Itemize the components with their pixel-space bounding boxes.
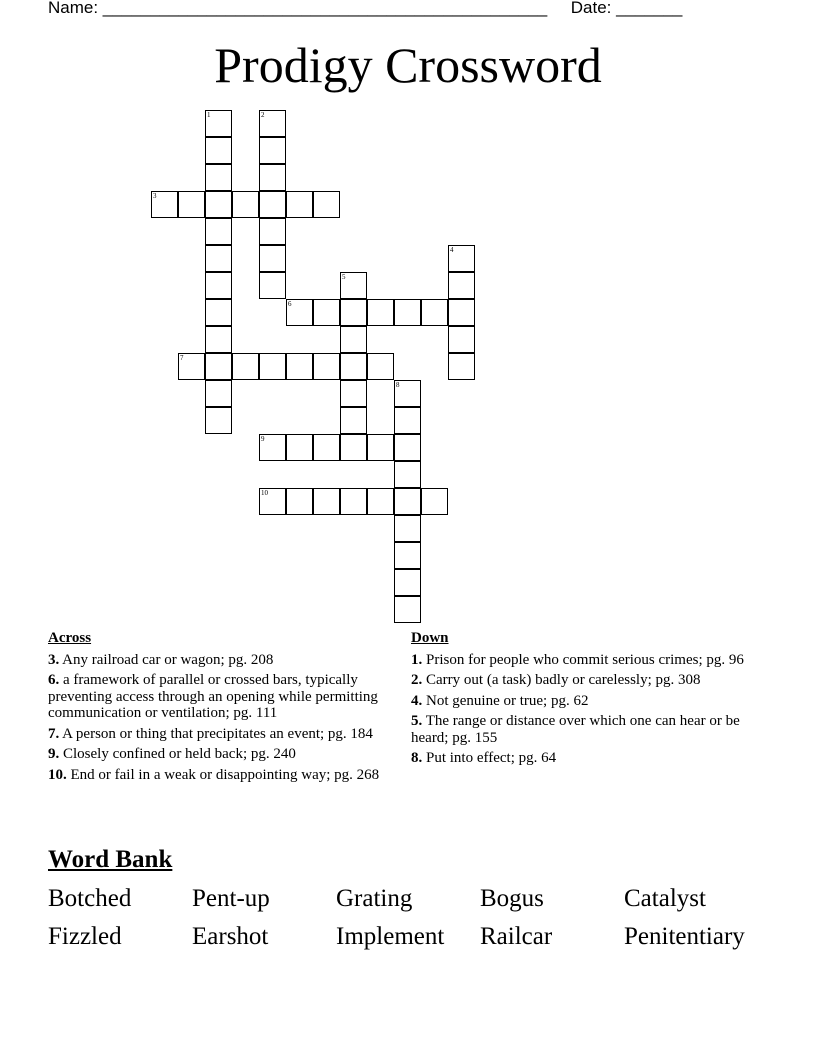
grid-cell[interactable] xyxy=(340,488,367,515)
grid-cell[interactable] xyxy=(367,434,394,461)
grid-cell[interactable] xyxy=(151,191,178,218)
grid-cell[interactable] xyxy=(394,488,421,515)
clue-across-6 xyxy=(48,672,400,722)
grid-cell[interactable] xyxy=(259,488,286,515)
grid-cell[interactable] xyxy=(259,164,286,191)
word-bank-word: Penitentiary xyxy=(624,923,745,950)
grid-cell[interactable] xyxy=(448,353,475,380)
grid-cell[interactable] xyxy=(367,299,394,326)
grid-cell[interactable] xyxy=(448,299,475,326)
grid-cell[interactable] xyxy=(259,137,286,164)
grid-cell[interactable] xyxy=(313,299,340,326)
grid-cell[interactable] xyxy=(286,191,313,218)
clue-text: End or fail in a weak or disappointing way; pg. 268 xyxy=(66,766,380,783)
grid-cell[interactable] xyxy=(340,407,367,434)
grid-cell[interactable] xyxy=(340,380,367,407)
down-clues xyxy=(411,630,756,771)
grid-cell[interactable] xyxy=(394,434,421,461)
word-bank-word: Implement xyxy=(336,923,445,950)
cell-number: 3 xyxy=(153,192,157,200)
word-bank-word: Fizzled xyxy=(48,923,122,950)
grid-cell[interactable] xyxy=(205,326,232,353)
clue-text: Closely confined or held back; pg. 240 xyxy=(59,746,296,762)
grid-cell[interactable] xyxy=(394,515,421,542)
grid-cell[interactable] xyxy=(286,488,313,515)
clue-text: Not genuine or true; pg. 62 xyxy=(422,692,589,709)
grid-cell[interactable] xyxy=(313,353,340,380)
clue-number: 5. xyxy=(411,713,423,729)
page-title: Prodigy Crossword xyxy=(214,37,602,93)
grid-cell[interactable] xyxy=(340,272,367,299)
grid-cell[interactable] xyxy=(286,434,313,461)
grid-cell[interactable] xyxy=(340,353,367,380)
grid-cell[interactable] xyxy=(340,326,367,353)
clue-down-2 xyxy=(411,672,756,689)
clue-across-10 xyxy=(48,767,400,784)
grid-cell[interactable] xyxy=(448,272,475,299)
clue-down-4 xyxy=(411,693,756,710)
clue-number: 2. xyxy=(411,672,423,688)
cell-number: 10 xyxy=(261,489,268,497)
grid-cell[interactable] xyxy=(394,461,421,488)
cell-number: 5 xyxy=(342,273,346,281)
grid-cell[interactable] xyxy=(313,488,340,515)
clue-across-7 xyxy=(48,726,400,743)
grid-cell[interactable] xyxy=(259,353,286,380)
grid-cell[interactable] xyxy=(313,434,340,461)
grid-cell[interactable] xyxy=(367,488,394,515)
grid-cell[interactable] xyxy=(205,380,232,407)
clue-text: Any railroad car or wagon; pg. 208 xyxy=(59,651,274,668)
grid-cell[interactable] xyxy=(205,299,232,326)
clue-text: Put into effect; pg. 64 xyxy=(422,750,557,766)
word-bank-word: Grating xyxy=(336,885,413,912)
grid-cell[interactable] xyxy=(259,218,286,245)
clue-down-5 xyxy=(411,713,756,746)
grid-cell[interactable] xyxy=(205,353,232,380)
grid-cell[interactable] xyxy=(205,218,232,245)
clue-number: 7. xyxy=(48,725,60,742)
grid-cell[interactable] xyxy=(448,326,475,353)
clue-down-8 xyxy=(411,750,756,767)
grid-cell[interactable] xyxy=(178,191,205,218)
clue-across-3 xyxy=(48,652,400,669)
grid-cell[interactable] xyxy=(313,191,340,218)
grid-cell[interactable] xyxy=(394,596,421,623)
grid-cell[interactable] xyxy=(259,434,286,461)
cell-number: 4 xyxy=(450,246,454,254)
grid-cell[interactable] xyxy=(205,272,232,299)
grid-cell[interactable] xyxy=(259,245,286,272)
grid-cell[interactable] xyxy=(205,245,232,272)
grid-cell[interactable] xyxy=(259,191,286,218)
across-clues xyxy=(48,630,400,787)
grid-cell[interactable] xyxy=(205,164,232,191)
grid-cell[interactable] xyxy=(394,542,421,569)
clue-number: 9. xyxy=(48,746,60,762)
grid-cell[interactable] xyxy=(205,407,232,434)
clue-down-1 xyxy=(411,652,756,669)
grid-cell[interactable] xyxy=(286,353,313,380)
grid-cell[interactable] xyxy=(448,245,475,272)
grid-cell[interactable] xyxy=(205,137,232,164)
clue-number: 6. xyxy=(48,672,60,688)
grid-cell[interactable] xyxy=(340,299,367,326)
grid-cell[interactable] xyxy=(286,299,313,326)
grid-cell[interactable] xyxy=(394,380,421,407)
clue-across-9 xyxy=(48,746,400,763)
grid-cell[interactable] xyxy=(259,272,286,299)
word-bank-word: Catalyst xyxy=(624,885,706,912)
grid-cell[interactable] xyxy=(205,191,232,218)
word-bank-title: Word Bank xyxy=(48,846,173,873)
grid-cell[interactable] xyxy=(394,407,421,434)
grid-cell[interactable] xyxy=(259,110,286,137)
grid-cell[interactable] xyxy=(394,569,421,596)
grid-cell[interactable] xyxy=(421,299,448,326)
clue-number: 1. xyxy=(411,651,423,668)
name-date-line: Name: _______________________________________________ Date: _______ xyxy=(48,0,683,17)
grid-cell[interactable] xyxy=(232,353,259,380)
grid-cell[interactable] xyxy=(205,110,232,137)
cell-number: 2 xyxy=(261,111,265,119)
cell-number: 9 xyxy=(261,435,265,443)
grid-cell[interactable] xyxy=(394,299,421,326)
clue-number: 10. xyxy=(48,766,67,783)
clue-number: 4. xyxy=(411,692,423,709)
grid-cell[interactable] xyxy=(367,353,394,380)
word-bank-word: Railcar xyxy=(480,923,553,950)
grid-cell[interactable] xyxy=(421,488,448,515)
word-bank-word: Bogus xyxy=(480,885,544,912)
clue-text: Carry out (a task) badly or carelessly; pg. 308 xyxy=(422,672,701,688)
down-heading: Down xyxy=(411,630,449,646)
grid-cell[interactable] xyxy=(340,434,367,461)
clue-text: A person or thing that precipitates an event; pg. 184 xyxy=(59,725,373,742)
grid-cell[interactable] xyxy=(178,353,205,380)
clue-text: a framework of parallel or crossed bars, typically preventing access through an opening while permitting communication or ventilation; pg. 111 xyxy=(48,672,378,721)
grid-cell[interactable] xyxy=(232,191,259,218)
across-heading: Across xyxy=(48,630,92,646)
clue-text: Prison for people who commit serious crimes; pg. 96 xyxy=(422,651,744,668)
word-bank-word: Pent-up xyxy=(192,885,270,912)
clue-number: 3. xyxy=(48,651,60,668)
cell-number: 8 xyxy=(396,381,400,389)
word-bank-word: Botched xyxy=(48,885,132,912)
clue-text: The range or distance over which one can hear or be heard; pg. 155 xyxy=(411,713,740,746)
cell-number: 6 xyxy=(288,300,292,308)
cell-number: 7 xyxy=(180,354,184,362)
clue-number: 8. xyxy=(411,750,423,766)
word-bank-word: Earshot xyxy=(192,923,269,950)
cell-number: 1 xyxy=(207,111,211,119)
